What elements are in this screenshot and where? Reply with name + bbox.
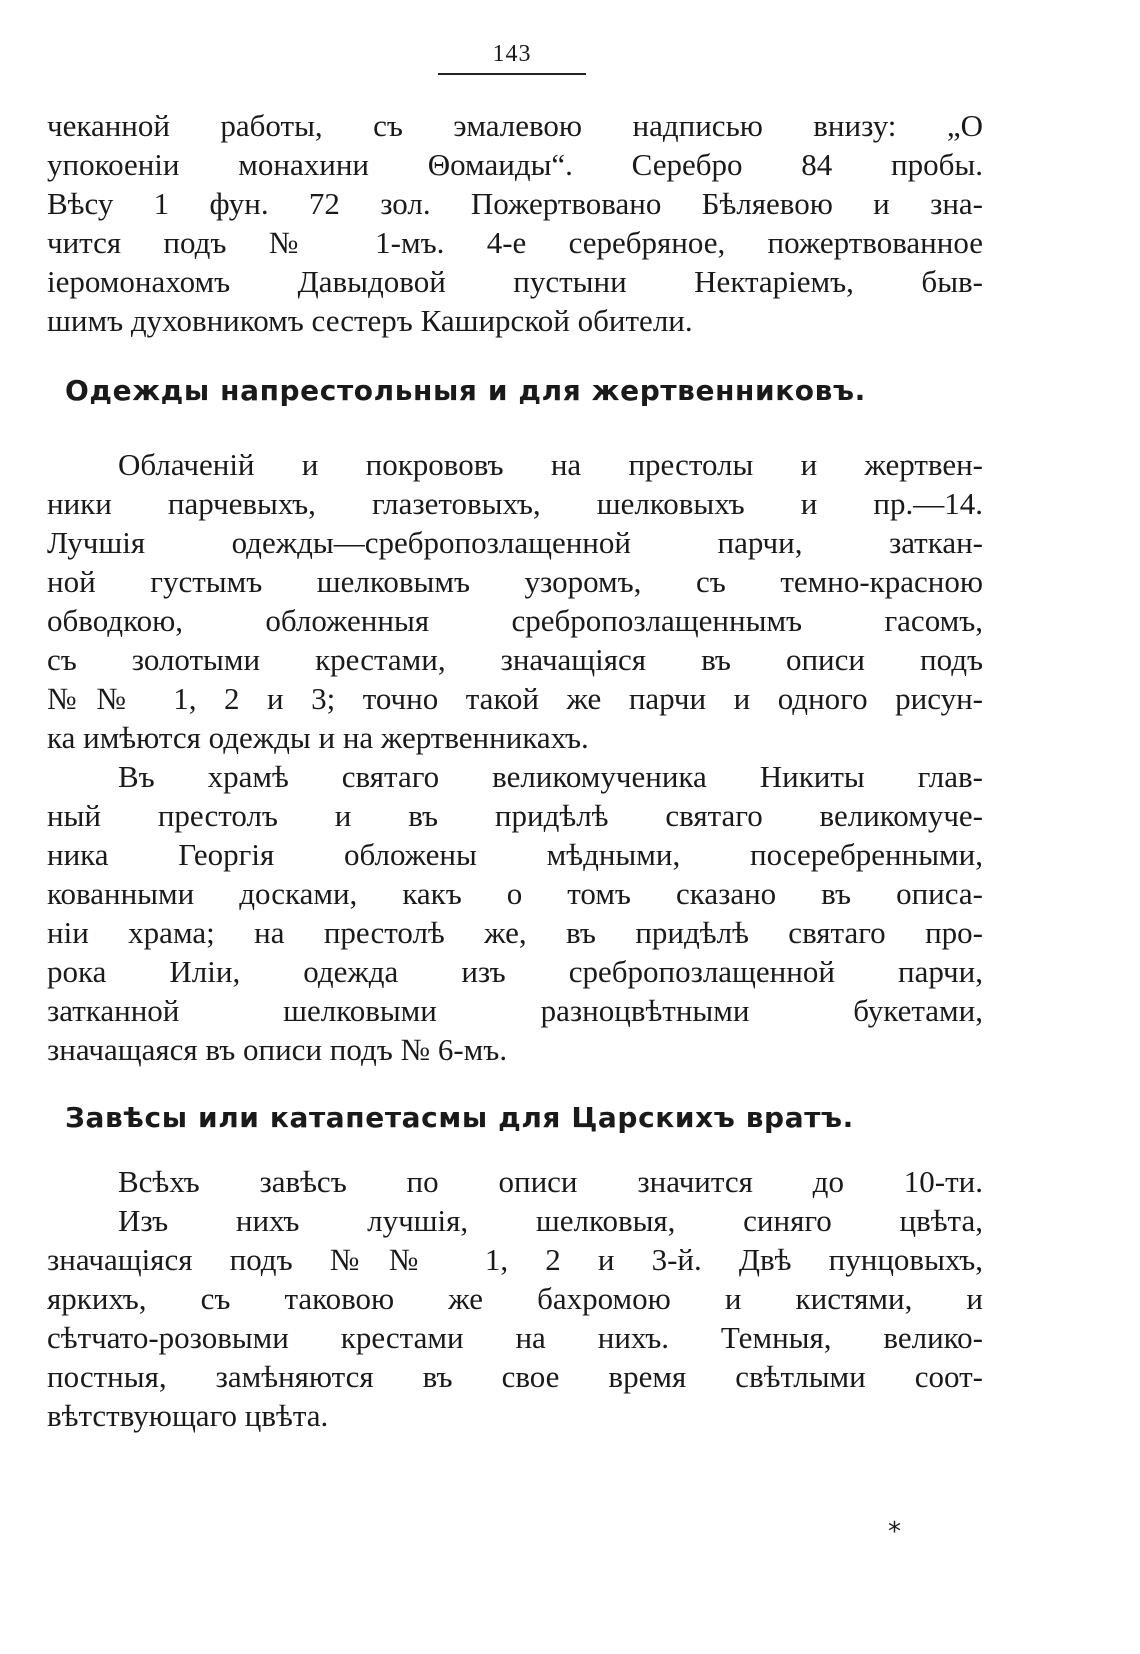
section-heading: Завѣсы или катапетасмы для Царскихъ вратъ. — [65, 1101, 854, 1134]
text-line: чеканной работы, съ эмалевою надписью внизу: „О — [47, 108, 983, 143]
text-line: ка имѣются одежды и на жертвенникахъ. — [47, 720, 589, 755]
text-line: ной густымъ шелковымъ узоромъ, съ темно-красною — [47, 564, 983, 599]
text-line: Изъ нихъ лучшія, шелковыя, синяго цвѣта, — [118, 1203, 983, 1238]
text-line: сѣтчато-розовыми крестами на нихъ. Темныя, велико- — [47, 1320, 983, 1355]
text-line: Всѣхъ завѣсъ по описи значится до 10-ти. — [118, 1164, 983, 1199]
text-line: рока Иліи, одежда изъ сребропозлащенной парчи, — [47, 954, 983, 989]
text-line: постныя, замѣняются въ свое время свѣтлыми соот- — [47, 1359, 983, 1394]
text-line: значащіяся подъ №№ 1, 2 и 3-й. Двѣ пунцовыхъ, — [47, 1242, 983, 1277]
page-number: 143 — [492, 41, 532, 67]
text-line: вѣтствующаго цвѣта. — [47, 1398, 329, 1433]
text-line: ники парчевыхъ, глазетовыхъ, шелковыхъ и пр.—14. — [47, 486, 983, 521]
asterisk-ornament: * — [888, 1517, 901, 1547]
page-number-rule — [438, 73, 586, 75]
text-line: ника Георгія обложены мѣдными, посеребренными, — [47, 837, 983, 872]
text-line: шимъ духовникомъ сестеръ Каширской обители. — [47, 303, 693, 338]
text-line: затканной шелковыми разноцвѣтными букетами, — [47, 993, 983, 1028]
text-line: чится подъ № 1-мъ. 4-е серебряное, пожертвованное — [47, 225, 983, 260]
text-line: съ золотыми крестами, значащіяся въ описи подъ — [47, 642, 983, 677]
text-line: Вѣсу 1 фун. 72 зол. Пожертвовано Бѣляевою и зна- — [47, 186, 983, 221]
text-line: яркихъ, съ таковою же бахромою и кистями, и — [47, 1281, 983, 1316]
text-line: обводкою, обложенныя сребропозлащеннымъ гасомъ, — [47, 603, 983, 638]
text-line: упокоеніи монахини Θомаиды“. Серебро 84 пробы. — [47, 147, 983, 182]
text-line: Облаченій и покрововъ на престолы и жертвен- — [118, 447, 983, 482]
text-line: Въ храмѣ святаго великомученика Никиты глав- — [118, 759, 983, 794]
text-line: значащаяся въ описи подъ № 6-мъ. — [47, 1032, 508, 1067]
text-line: ный престолъ и въ придѣлѣ святаго великомуче- — [47, 798, 983, 833]
section-heading: Одежды напрестольныя и для жертвенниковъ. — [65, 374, 866, 407]
text-line: ніи храма; на престолѣ же, въ придѣлѣ святаго про- — [47, 915, 983, 950]
text-line: іеромонахомъ Давыдовой пустыни Нектаріемъ, быв- — [47, 264, 983, 299]
text-line: Лучшія одежды—сребропозлащенной парчи, заткан- — [47, 525, 983, 560]
text-line: №№ 1, 2 и 3; точно такой же парчи и одного рисун- — [47, 681, 983, 716]
text-line: кованными досками, какъ о томъ сказано въ описа- — [47, 876, 983, 911]
